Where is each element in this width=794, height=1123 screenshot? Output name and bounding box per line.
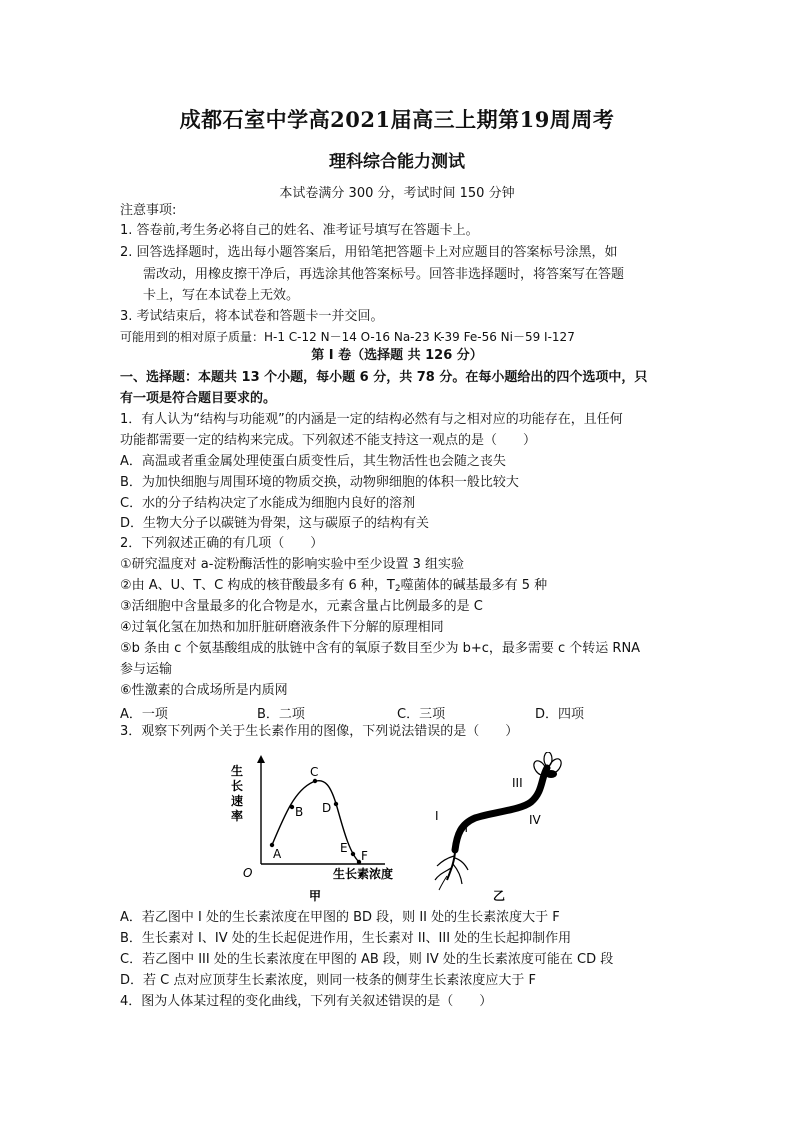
y-label-3: 速 <box>231 794 244 808</box>
y-axis-arrow <box>257 755 265 763</box>
y-label-2: 长 <box>231 779 244 793</box>
notice-item-2a: 2. 回答选择题时，选出每小题答案后，用铅笔把答题卡上对应题目的答案标号涂黑，如 <box>120 245 618 260</box>
point-b <box>290 805 294 809</box>
notice-item-3: 3. 考试结束后，将本试卷和答题卡一并交回。 <box>120 309 384 324</box>
atomic-masses: 可能用到的相对原子质量：H-1 C-12 N－14 O-16 Na-23 K-39 Fe-56 Ni－59 I-127 <box>120 330 575 344</box>
region-ii-label: II <box>461 821 469 835</box>
q3-option-d: D．若 C 点对应顶芽生长素浓度，则同一枝条的侧芽生长素浓度应大于 F <box>120 973 536 988</box>
q4-stem: 4．图为人体某过程的变化曲线，下列有关叙述错误的是（ ） <box>120 994 493 1009</box>
q2-option-a: A．一项 <box>120 707 168 722</box>
exam-info: 本试卷满分 300 分，考试时间 150 分钟 <box>279 186 515 201</box>
plant-yi <box>435 752 564 903</box>
plot-jia <box>231 755 393 903</box>
q2-statement-5a: ⑤b 条由 c 个氨基酸组成的肽链中含有的氧原子数目至少为 b+c，最多需要 c 个转运 RNA <box>120 641 641 656</box>
q2-statement-5b: 参与运输 <box>120 662 173 677</box>
q1-stem-2: 功能都需要一定的结构来完成。下列叙述不能支持这一观点的是（ ） <box>120 433 537 448</box>
label-b: B <box>295 805 304 819</box>
flower-petal-3 <box>544 752 552 766</box>
q1-stem-1: 1．有人认为“结构与功能观”的内涵是一定的结构必然有与之相对应的功能存在，且任何 <box>120 412 623 427</box>
page-subtitle: 理科综合能力测试 <box>329 152 465 172</box>
root-branch-5 <box>439 876 447 890</box>
q3-option-c: C．若乙图中 III 处的生长素浓度在甲图的 AB 段，则 IV 处的生长素浓度可能在 CD 段 <box>120 952 614 967</box>
q1-option-a: A．高温或者重金属处理使蛋白质变性后，其生物活性也会随之丧失 <box>120 454 506 469</box>
q2-statement-4: ④过氧化氢在加热和加肝脏研磨液条件下分解的原理相同 <box>120 620 444 635</box>
label-d: D <box>322 801 332 815</box>
point-d <box>334 802 338 806</box>
q2-option-d: D．四项 <box>535 707 585 722</box>
region-i-label: I <box>435 809 439 823</box>
root-branch-4 <box>453 864 462 884</box>
point-c <box>313 779 317 783</box>
q1-option-d: D．生物大分子以碳链为骨架，这与碳原子的结构有关 <box>120 516 430 531</box>
notice-item-2c: 卡上，写在本试卷上无效。 <box>143 288 300 303</box>
q2-statement-3: ③活细胞中含量最多的化合物是水，元素含量占比例最多的是 C <box>120 599 483 614</box>
leaf-top <box>545 770 557 778</box>
figure-growth-auxin <box>225 752 585 907</box>
y-label-4: 率 <box>231 809 244 823</box>
q1-option-b: B．为加快细胞与周围环境的物质交换，动物卵细胞的体积一般比较大 <box>120 475 519 490</box>
section-intro-1: 一、选择题：本题共 13 个小题，每小题 6 分，共 78 分。在每小题给出的四个选项中，只 <box>120 370 648 385</box>
q2-statement-2: ②由 A、U、T、C 构成的核苷酸最多有 6 种，$T_2$噬菌体的碱基最多有 5 种 <box>120 578 548 594</box>
q2-option-b: B．二项 <box>257 707 305 722</box>
notice-item-1: 1. 答卷前,考生务必将自己的姓名、准考证号填写在答题卡上。 <box>120 223 479 238</box>
q2-stem: 2．下列叙述正确的有几项（ ） <box>120 536 324 551</box>
label-e: E <box>340 841 348 855</box>
q2-statement-6: ⑥性激素的合成场所是内质网 <box>120 683 288 698</box>
page-title: 成都石室中学高2021届高三上期第19周周考 <box>179 107 615 132</box>
label-a: A <box>273 847 282 861</box>
x-label: 生长素浓度 <box>333 867 394 881</box>
q2-statement-1: ①研究温度对 a-淀粉酶活性的影响实验中至少设置 3 组实验 <box>120 557 464 572</box>
label-f: F <box>361 849 368 863</box>
q2-option-c: C．三项 <box>397 707 446 722</box>
section-title: 第 I 卷（选择题 共 126 分） <box>311 348 483 363</box>
section-intro-2: 有一项是符合题目要求的。 <box>120 391 277 406</box>
q3-option-b: B．生长素对 I、IV 处的生长起促进作用，生长素对 II、III 处的生长起抑制作用 <box>120 931 572 946</box>
point-e <box>351 852 355 856</box>
q1-option-c: C．水的分子结构决定了水能成为细胞内良好的溶剂 <box>120 496 416 511</box>
plant-stem <box>455 768 547 850</box>
notice-heading: 注意事项: <box>120 203 177 218</box>
caption-jia: 甲 <box>309 889 322 903</box>
q3-stem: 3．观察下列两个关于生长素作用的图像，下列说法错误的是（ ） <box>120 724 519 739</box>
origin-label: O <box>243 866 253 880</box>
q3-option-a: A．若乙图中 I 处的生长素浓度在甲图的 BD 段，则 II 处的生长素浓度大于 F <box>120 910 560 925</box>
notice-item-2b: 需改动，用橡皮擦干净后，再选涂其他答案标号。回答非选择题时，将答案写在答题 <box>143 267 625 282</box>
region-iv-label: IV <box>529 813 541 827</box>
y-label-1: 生 <box>231 764 244 778</box>
region-iii-label: III <box>512 776 523 790</box>
caption-yi: 乙 <box>493 889 506 903</box>
label-c: C <box>310 765 319 779</box>
root-branch-2 <box>455 858 468 870</box>
